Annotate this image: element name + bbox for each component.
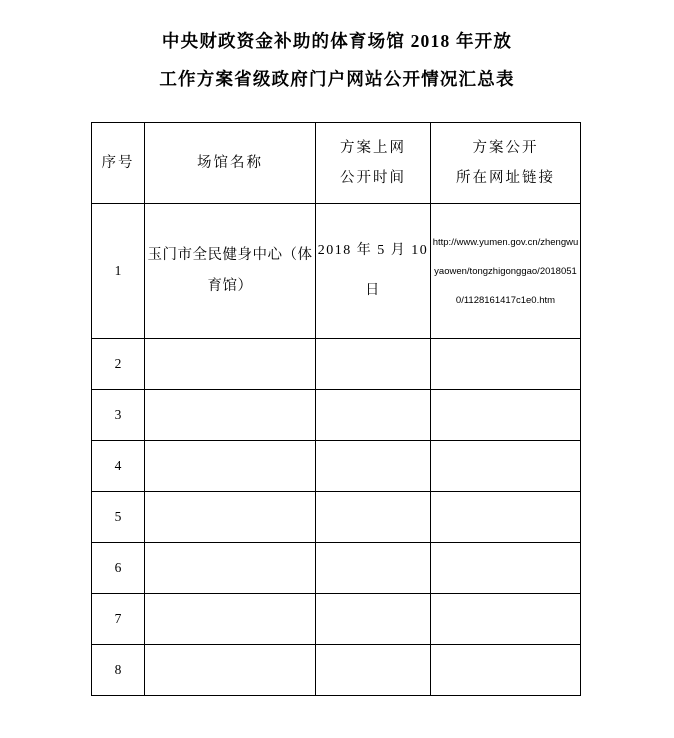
cell-url-link [431,492,581,543]
cell-venue-name: 玉门市全民健身中心（体育馆） [145,204,316,339]
cell-url-link: http://www.yumen.gov.cn/zhengwuyaowen/tongzhigonggao/20180510/1128161417c1e0.htm [431,204,581,339]
cell-publish-time [316,645,431,696]
table-row [92,645,581,696]
cell-url-link [431,441,581,492]
cell-publish-time [316,390,431,441]
table-row [92,390,581,441]
cell-url-link [431,645,581,696]
page-title-line-2: 工作方案省级政府门户网站公开情况汇总表 [159,69,515,89]
column-header-publish-time [316,123,431,204]
table-row [92,441,581,492]
column-header-url-link-line-1: 方案公开 [472,140,539,156]
column-header-index [92,123,145,204]
page-title [0,22,674,98]
cell-url-link [431,390,581,441]
cell-url-link [431,543,581,594]
cell-venue-name [145,645,316,696]
page-title-line-1: 中央财政资金补助的体育场馆 2018 年开放 [161,31,513,51]
column-header-url-link-line-2: 所在网址链接 [456,170,555,186]
cell-index: 2 [92,339,145,390]
cell-venue-name [145,441,316,492]
cell-index: 5 [92,492,145,543]
column-header-url-link [431,123,581,204]
cell-index: 8 [92,645,145,696]
cell-publish-time [316,492,431,543]
cell-venue-name [145,390,316,441]
cell-publish-time [316,543,431,594]
table-row [92,204,581,339]
column-header-venue-name-label: 场馆名称 [197,155,263,171]
table-row [92,543,581,594]
table-row [92,594,581,645]
cell-venue-name [145,594,316,645]
column-header-publish-time-line-1: 方案上网 [340,140,406,156]
column-header-venue-name [145,123,316,204]
cell-publish-time [316,594,431,645]
cell-index: 3 [92,390,145,441]
cell-publish-time: 2018 年 5 月 10 日 [316,204,431,339]
column-header-publish-time-line-2: 公开时间 [340,170,406,186]
table-header-row [92,123,581,204]
cell-index: 1 [92,204,145,339]
table-row [92,492,581,543]
cell-url-link [431,339,581,390]
cell-index: 6 [92,543,145,594]
cell-publish-time [316,339,431,390]
cell-index: 4 [92,441,145,492]
cell-venue-name [145,339,316,390]
table-row [92,339,581,390]
cell-venue-name [145,543,316,594]
cell-index: 7 [92,594,145,645]
cell-url-link [431,594,581,645]
cell-venue-name [145,492,316,543]
column-header-index-label: 序号 [101,155,135,171]
cell-publish-time [316,441,431,492]
venue-disclosure-table [91,122,581,696]
